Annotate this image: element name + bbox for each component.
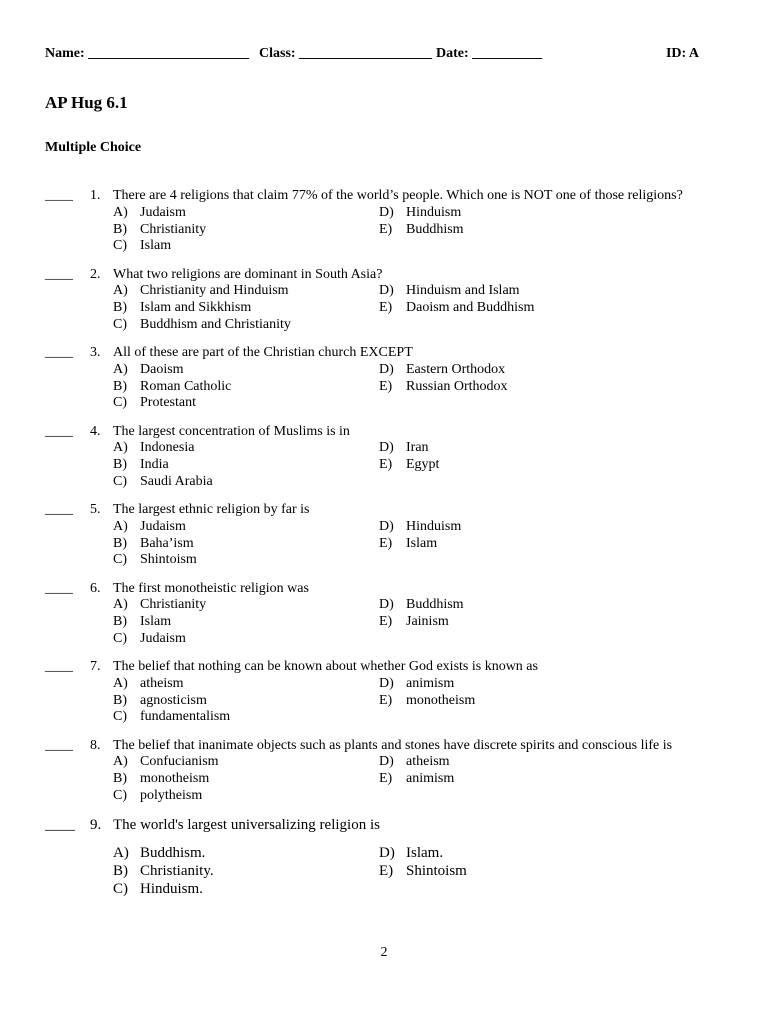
question-stem: What two religions are dominant in South Asia? — [113, 266, 383, 282]
option-e: E) Shintoism — [379, 863, 467, 879]
question-stem: The world's largest universalizing religion is — [113, 817, 380, 833]
option-c: C) Shintoism — [113, 552, 197, 568]
option-c: C) Buddhism and Christianity — [113, 316, 291, 332]
options — [113, 440, 768, 490]
option-b: B) Islam — [113, 614, 172, 630]
question-stem: The first monotheistic religion was — [113, 580, 309, 596]
class-field: Class: ___________________ — [259, 46, 433, 61]
option-c: C) Protestant — [113, 395, 196, 411]
question-number: 1. — [90, 188, 101, 203]
option-e: E) Islam — [379, 535, 438, 551]
question-list — [0, 188, 768, 896]
question-stem: The largest ethnic religion by far is — [113, 502, 310, 517]
option-b: B) monotheism — [113, 771, 210, 787]
option-a: A) Buddhism. — [113, 845, 206, 861]
question-number: 4. — [90, 423, 101, 439]
option-d: D) animism — [379, 675, 455, 691]
option-d: D) Eastern Orthodox — [379, 361, 506, 377]
answer-blank: ____ — [45, 502, 73, 517]
question-stem: The largest concentration of Muslims is in — [113, 423, 350, 439]
options — [113, 519, 768, 569]
question-3 — [0, 345, 768, 424]
question-1 — [0, 188, 768, 267]
page-title: AP Hug 6.1 — [45, 93, 128, 112]
option-c: C) Islam — [113, 238, 172, 254]
question-stem: All of these are part of the Christian church EXCEPT — [113, 345, 413, 360]
option-b: B) agnosticism — [113, 692, 207, 708]
option-a: A) Christianity — [113, 597, 207, 613]
question-number: 6. — [90, 580, 101, 596]
question-8 — [0, 738, 768, 817]
option-a: A) Daoism — [113, 361, 184, 377]
option-e: E) monotheism — [379, 692, 476, 708]
option-b: B) Christianity. — [113, 863, 214, 879]
option-b: B) Baha’ism — [113, 535, 194, 551]
answer-blank: ____ — [45, 580, 73, 596]
answer-blank: ____ — [45, 423, 73, 439]
option-a: A) atheism — [113, 675, 184, 691]
question-6 — [0, 581, 768, 660]
option-d: D) Hinduism — [379, 204, 462, 220]
answer-blank: ____ — [45, 188, 73, 203]
option-e: E) Buddhism — [379, 221, 464, 237]
option-e: E) Daoism and Buddhism — [379, 300, 535, 316]
option-b: B) Roman Catholic — [113, 378, 232, 394]
section-heading: Multiple Choice — [45, 140, 142, 155]
options — [113, 283, 768, 333]
options — [113, 754, 768, 804]
option-c: C) polytheism — [113, 787, 203, 803]
option-a: A) Confucianism — [113, 754, 219, 770]
question-number: 5. — [90, 502, 101, 517]
id-label: ID: A — [665, 46, 699, 61]
options — [113, 597, 768, 647]
question-2 — [0, 267, 768, 346]
options — [113, 676, 768, 726]
answer-blank: ____ — [45, 345, 73, 360]
date-field: Date: __________ — [436, 46, 543, 61]
option-d: D) Hinduism and Islam — [379, 283, 520, 299]
name-field: Name: _______________________ — [45, 46, 250, 61]
option-a: A) Indonesia — [113, 440, 195, 456]
question-stem: The belief that nothing can be known about whether God exists is known as — [113, 659, 538, 674]
question-number: 3. — [90, 345, 101, 360]
option-e: E) Egypt — [379, 457, 440, 473]
option-a: A) Judaism — [113, 518, 186, 534]
options — [113, 362, 768, 412]
option-d: D) atheism — [379, 754, 450, 770]
option-e: E) Jainism — [379, 614, 449, 630]
question-stem: The belief that inanimate objects such as plants and stones have discrete spirits and conscious life is — [113, 737, 673, 753]
options — [113, 844, 768, 898]
question-9 — [0, 816, 768, 896]
option-b: B) India — [113, 457, 169, 473]
question-number: 7. — [90, 659, 101, 674]
option-c: C) Saudi Arabia — [113, 473, 213, 489]
question-number: 9. — [90, 817, 102, 833]
answer-blank: ____ — [45, 737, 73, 753]
option-c: C) Judaism — [113, 630, 186, 646]
option-a: A) Christianity and Hinduism — [113, 283, 289, 299]
question-stem: There are 4 religions that claim 77% of the world’s people. Which one is NOT one of those religions? — [113, 188, 683, 203]
question-number: 2. — [90, 266, 101, 282]
answer-blank: ____ — [45, 817, 75, 833]
page-number: 2 — [380, 945, 388, 960]
answer-blank: ____ — [45, 266, 73, 282]
option-d: D) Islam. — [379, 845, 444, 861]
question-4 — [0, 424, 768, 503]
answer-blank: ____ — [45, 659, 73, 674]
option-c: C) Hinduism. — [113, 881, 203, 897]
question-5 — [0, 502, 768, 581]
option-b: B) Islam and Sikkhism — [113, 300, 252, 316]
option-e: E) animism — [379, 771, 455, 787]
option-d: D) Hinduism — [379, 518, 462, 534]
option-d: D) Buddhism — [379, 597, 464, 613]
options — [113, 205, 768, 255]
option-d: D) Iran — [379, 440, 429, 456]
option-b: B) Christianity — [113, 221, 207, 237]
question-7 — [0, 659, 768, 738]
option-a: A) Judaism — [113, 204, 186, 220]
option-c: C) fundamentalism — [113, 709, 231, 725]
question-number: 8. — [90, 737, 101, 753]
option-e: E) Russian Orthodox — [379, 378, 508, 394]
